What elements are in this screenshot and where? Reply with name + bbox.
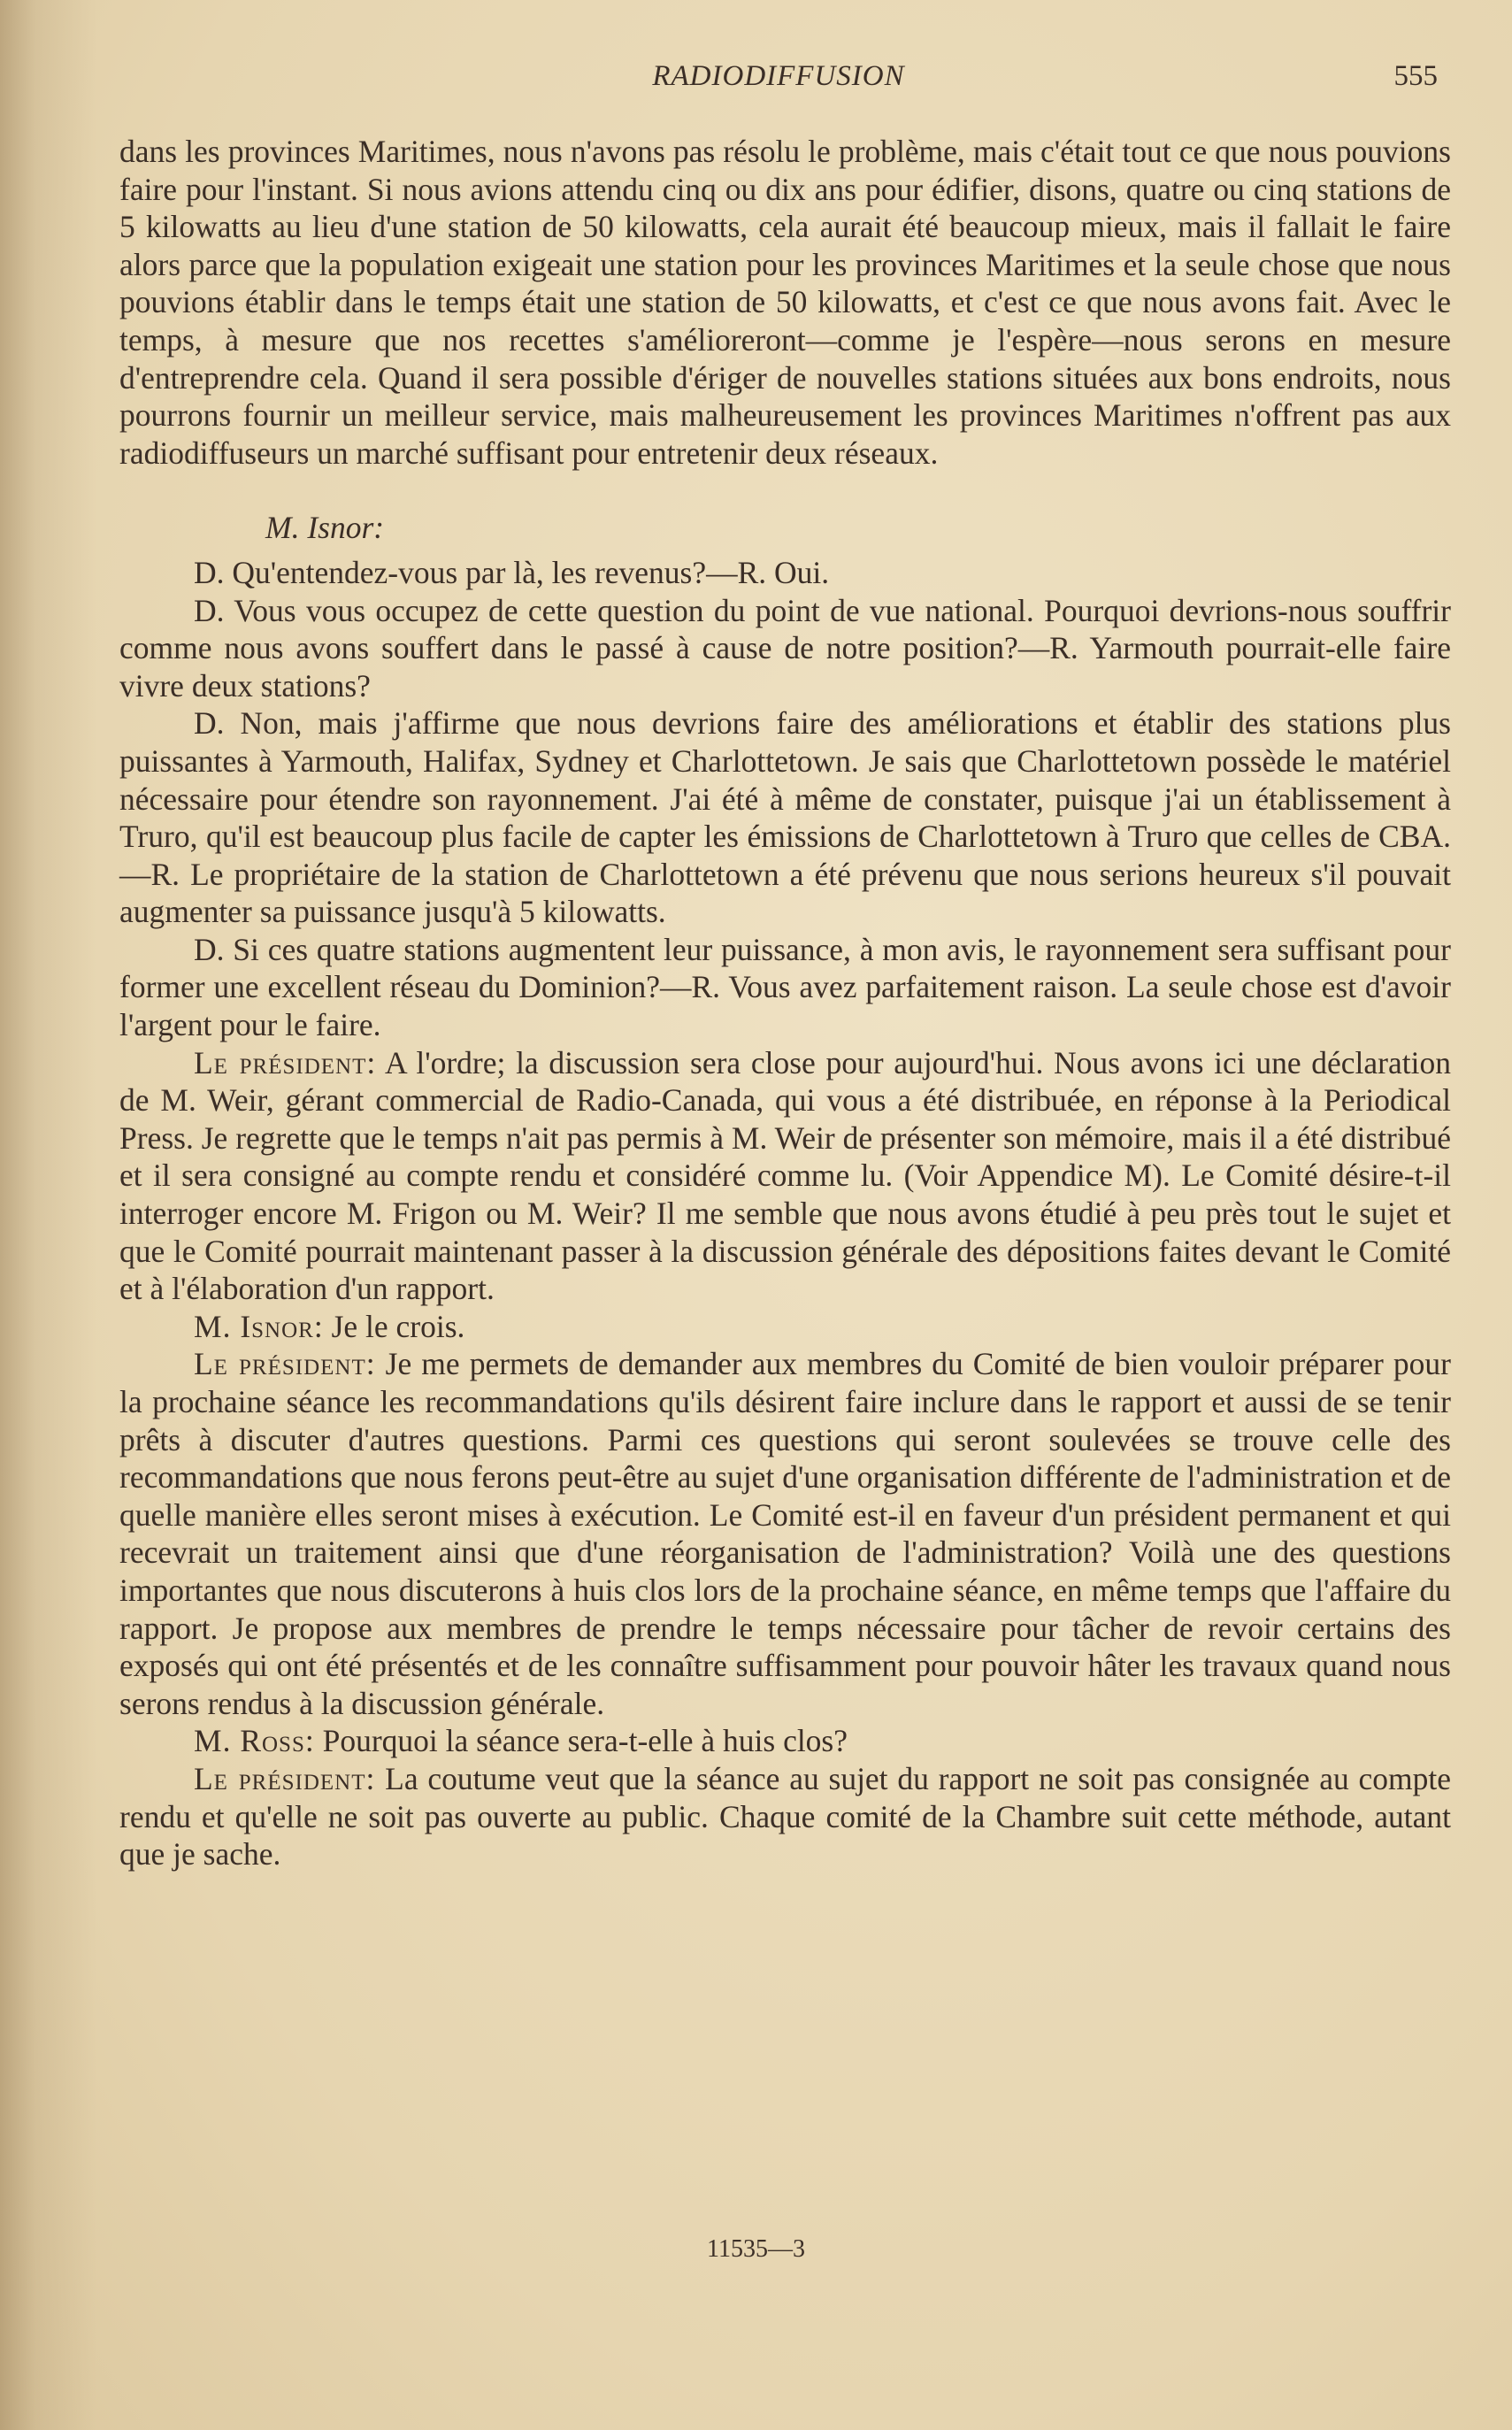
ross-question (119, 1722, 1451, 1760)
page-header (119, 60, 1438, 104)
speaker-label: M. Isnor: (194, 1308, 324, 1344)
statement-text: Pourquoi la séance sera-t-elle à huis clos? (322, 1723, 848, 1759)
speaker-label: Le président: (194, 1760, 376, 1796)
speaker-heading-isnor: M. Isnor: (265, 510, 385, 546)
president-statement-3 (119, 1760, 1451, 1873)
question-2: D. Vous vous occupez de cette question du point de vue national. Pourquoi devrions-nous souffrir comme nous avons souffert dans le passé à cause de notre position?—R. Yarmouth pourrait-elle faire vivre deux stations? (119, 592, 1451, 704)
paragraph-continued: dans les provinces Maritimes, nous n'avons pas résolu le problème, mais c'était tout ce que nous pouvions faire pour l'instant. Si nous avions attendu cinq ou dix ans pour édifier, disons, quatre ou cinq stations de 5 kilowatts au lieu d'une station de 50 kilowatts, cela aurait été beaucoup mieux, mais il fallait le faire alors parce que la population exigeait une station pour les provinces Maritimes et la seule chose que nous pouvions établir dans le temps était une station de 50 kilowatts, et c'est ce que nous avons fait. Avec le temps, à mesure que nos recettes s'amélioreront—comme je l'espère—nous serons en mesure d'entreprendre cela. Quand il sera possible d'ériger de nouvelles stations situées aux bons endroits, nous pourrons fournir un meilleur service, mais malheureusement les provinces Maritimes n'offrent pas aux radiodiffuseurs un marché suffisant pour entretenir deux réseaux. (119, 134, 1451, 471)
speaker-label: M. Ross: (194, 1723, 315, 1759)
president-statement-1 (119, 1044, 1451, 1308)
question-3: D. Non, mais j'affirme que nous devrions faire des améliorations et établir des stations plus puissantes à Yarmouth, Halifax, Sydney et Charlottetown. Je sais que Charlottetown possède le matériel nécessaire pour étendre son rayonnement. J'ai été à même de constater, puisque j'ai un établissement à Truro, qu'il est beaucoup plus facile de capter les émissions de Charlottetown à Truro que celles de CBA.—R. Le propriétaire de la station de Charlottetown a été prévenu que nous serions heureux s'il pouvait augmenter sa puissance jusqu'à 5 kilowatts. (119, 705, 1451, 930)
isnor-reply (119, 1308, 1451, 1346)
statement-text: Je me permets de demander aux membres du Comité de bien vouloir préparer pour la prochaine séance les recommandations qu'ils désirent faire inclure dans le rapport et aussi de se tenir prêts à discuter d'autres questions. Parmi ces questions qui seront soulevées se trouve celle des recommandations que nous ferons peut-être au sujet d'une organisation différente de l'administration et de quelle manière elles seront mises à exécution. Le Comité est-il en faveur d'un président permanent et qui recevrait un traitement ainsi que d'une réorganisation de l'administration? Voilà une des questions importantes que nous discuterons à huis clos lors de la prochaine séance, en même temps que l'affaire du rapport. Je propose aux membres de prendre le temps nécessaire pour tâcher de revoir certains des exposés qui ont été présentés et de les connaître suffisamment pour pouvoir hâter les travaux quand nous serons rendus à la discussion générale. (119, 1346, 1452, 1721)
body-text (119, 133, 1451, 1873)
signature-mark: 11535—3 (707, 2235, 805, 2263)
president-statement-2 (119, 1345, 1451, 1722)
question-1: D. Qu'entendez-vous par là, les revenus?—R. Oui. (194, 554, 830, 590)
statement-text: Je le crois. (331, 1308, 465, 1344)
statement-text: La coutume veut que la séance au sujet du rapport ne soit pas consignée au compte rendu et qu'elle ne soit pas ouverte au public. Chaque comité de la Chambre suit cette méthode, autant que je sache. (119, 1760, 1451, 1872)
statement-text: A l'ordre; la discussion sera close pour aujourd'hui. Nous avons ici une déclaration de M. Weir, gérant commercial de Radio-Canada, qui vous a été distribuée, en réponse à la Periodical Press. Je regrette que le temps n'ait pas permis à M. Weir de présenter son mémoire, mais il a été distribué et il sera consigné au compte rendu et considéré comme lu. (Voir Appendice M). Le Comité désire-t-il interroger encore M. Frigon ou M. Weir? Il me semble que nous avons étudié à peu près tout le sujet et que le Comité pourrait maintenant passer à la discussion générale des dépositions faites devant le Comité et à l'élaboration d'un rapport. (119, 1044, 1451, 1307)
running-title: RADIODIFFUSION (652, 60, 905, 92)
page-number: 555 (1393, 60, 1438, 92)
question-4: D. Si ces quatre stations augmentent leur puissance, à mon avis, le rayonnement sera suffisant pour former une excellent réseau du Dominion?—R. Vous avez parfaitement raison. La seule chose est d'avoir l'argent pour le faire. (119, 931, 1451, 1043)
speaker-label: Le président: (194, 1044, 377, 1080)
speaker-label: Le président: (194, 1346, 376, 1382)
